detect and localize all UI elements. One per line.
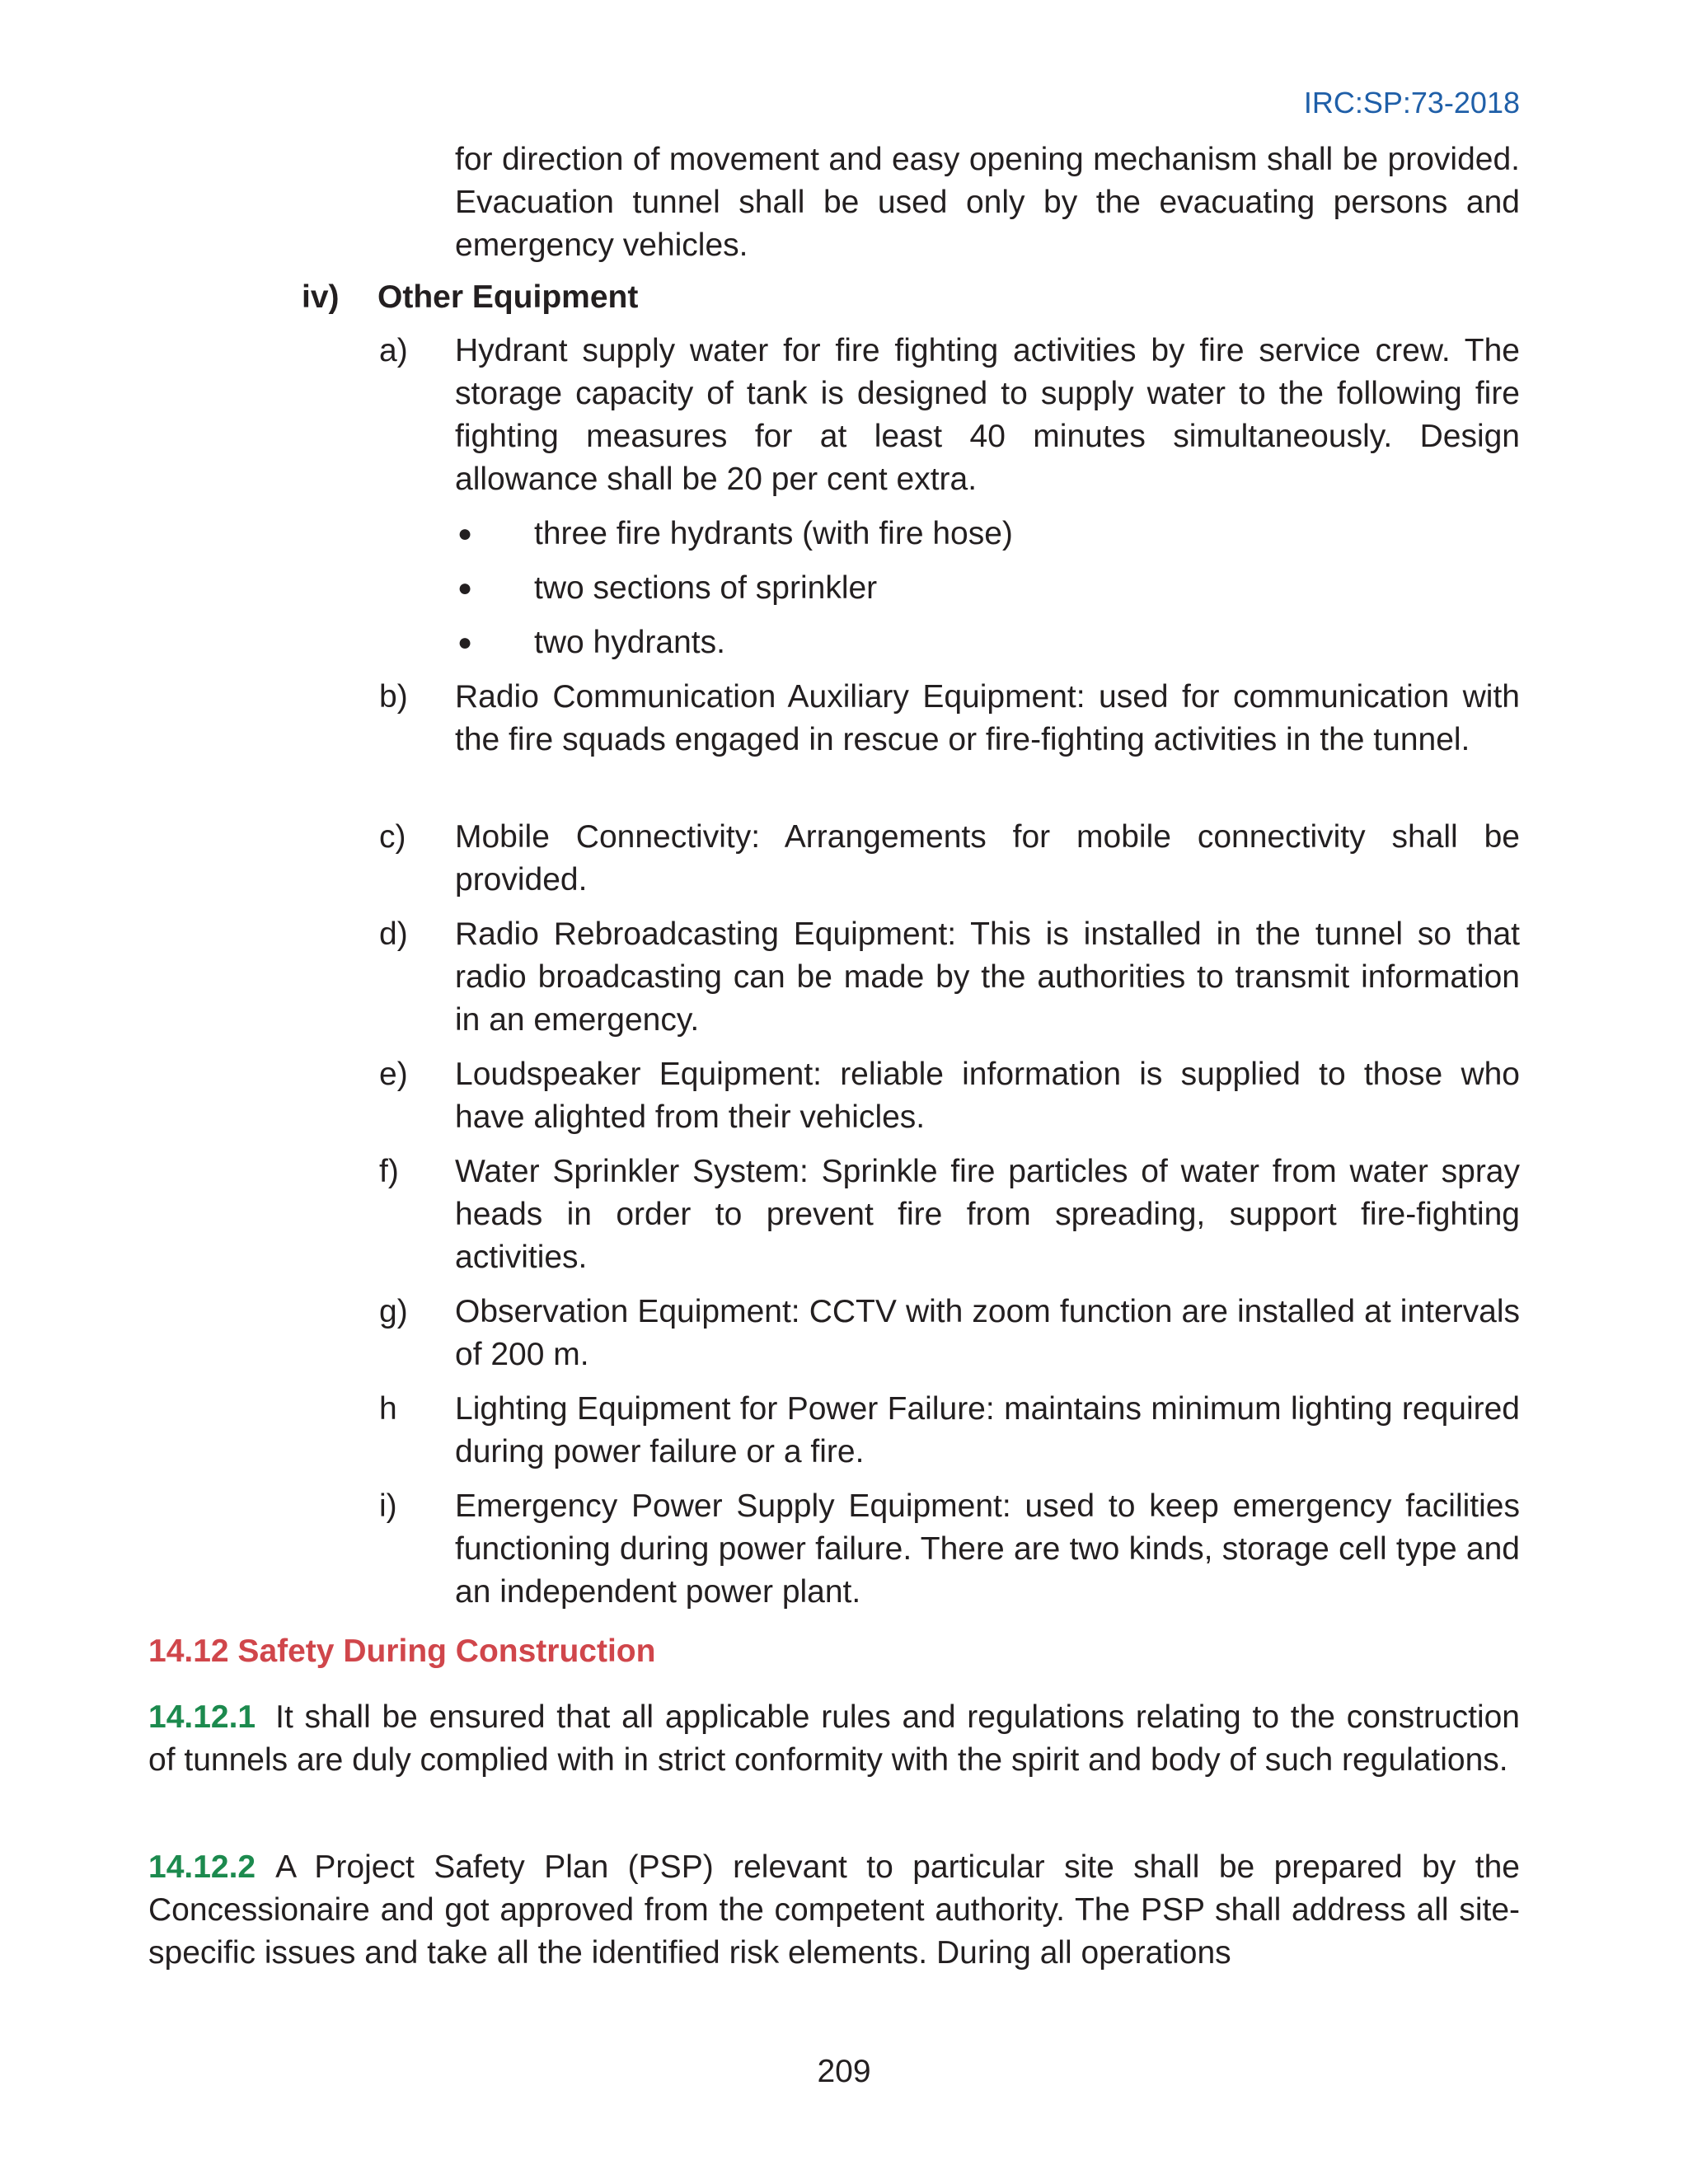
list-item-text: Loudspeaker Equipment: reliable information is supplied to those who have alighted from their vehicles. [455,1057,1520,1135]
bullet-text: two sections of sprinkler [534,570,878,606]
list-item-h [379,1388,1520,1474]
bullet-icon: ● [457,574,473,602]
paragraph-text: A Project Safety Plan (PSP) relevant to particular site shall be prepared by the Concessionaire and got approved from the competent authority. The PSP shall address all site-specific issues and take all the identified risk elements. During all operations [148,1849,1520,1971]
list-item-text: Mobile Connectivity: Arrangements for mobile connectivity shall be provided. [455,819,1520,898]
paragraph-number: 14.12.2 [148,1849,256,1885]
list-item-e [379,1053,1520,1139]
list-item-text: Radio Rebroadcasting Equipment: This is installed in the tunnel so that radio broadcasting can be made by the authorities to transmit information in an emergency. [455,916,1520,1038]
list-item-text: Emergency Power Supply Equipment: used to keep emergency facilities functioning during power failure. There are two kinds, storage cell type and an independent power plant. [455,1488,1520,1610]
list-item-d [379,913,1520,1042]
list-item-label: f) [379,1154,399,1189]
paragraph-number: 14.12.1 [148,1699,256,1735]
document-code: IRC:SP:73-2018 [1303,86,1520,120]
list-item-label: i) [379,1488,397,1524]
list-item-label: d) [379,916,408,952]
subsection-number: iv) [302,279,340,315]
list-item-f [379,1151,1520,1279]
list-item-label: c) [379,819,406,855]
page-number: 209 [817,2054,871,2089]
list-item-text: Observation Equipment: CCTV with zoom function are installed at intervals of 200 m. [455,1294,1520,1372]
bullet-text: three fire hydrants (with fire hose) [534,516,1013,551]
list-item-text: Radio Communication Auxiliary Equipment: used for communication with the fire squads engaged in rescue or fire-fighting activities in the tunnel. [455,679,1520,757]
list-item-a [379,330,1520,501]
list-item-g [379,1291,1520,1376]
list-item-label: g) [379,1294,408,1329]
bullet-icon: ● [457,520,473,547]
list-item-label: e) [379,1057,408,1092]
numbered-paragraph [148,1696,1520,1782]
section-heading: 14.12 Safety During Construction [148,1633,656,1669]
list-item-c [379,816,1520,902]
bullet-text: two hydrants. [534,625,725,660]
subsection-title: Other Equipment [377,279,639,315]
list-item-b [379,676,1520,762]
subsection-heading [302,276,638,319]
list-item-text: Lighting Equipment for Power Failure: maintains minimum lighting required during power failure or a fire. [455,1391,1520,1469]
numbered-paragraph [148,1846,1520,1975]
paragraph-text: It shall be ensured that all applicable rules and regulations relating to the construction of tunnels are duly complied with in strict conformity with the spirit and body of such regulations. [148,1699,1520,1778]
list-item-label: a) [379,333,408,368]
list-item-label: b) [379,679,408,715]
list-item-text: Water Sprinkler System: Sprinkle fire particles of water from water spray heads in order to prevent fire from spreading, support fire-fighting activities. [455,1154,1520,1275]
bullet-icon: ● [457,629,473,656]
list-item-label: h [379,1391,397,1427]
list-item-i [379,1485,1520,1614]
list-item-text: Hydrant supply water for fire fighting activities by fire service crew. The storage capacity of tank is designed to supply water to the following fire fighting measures for at least 40 minutes simultaneously. Design allowance shall be 20 per cent extra. [455,333,1520,497]
intro-paragraph: for direction of movement and easy opening mechanism shall be provided. Evacuation tunnel shall be used only by the evacuating persons and emergency vehicles. [455,142,1520,263]
